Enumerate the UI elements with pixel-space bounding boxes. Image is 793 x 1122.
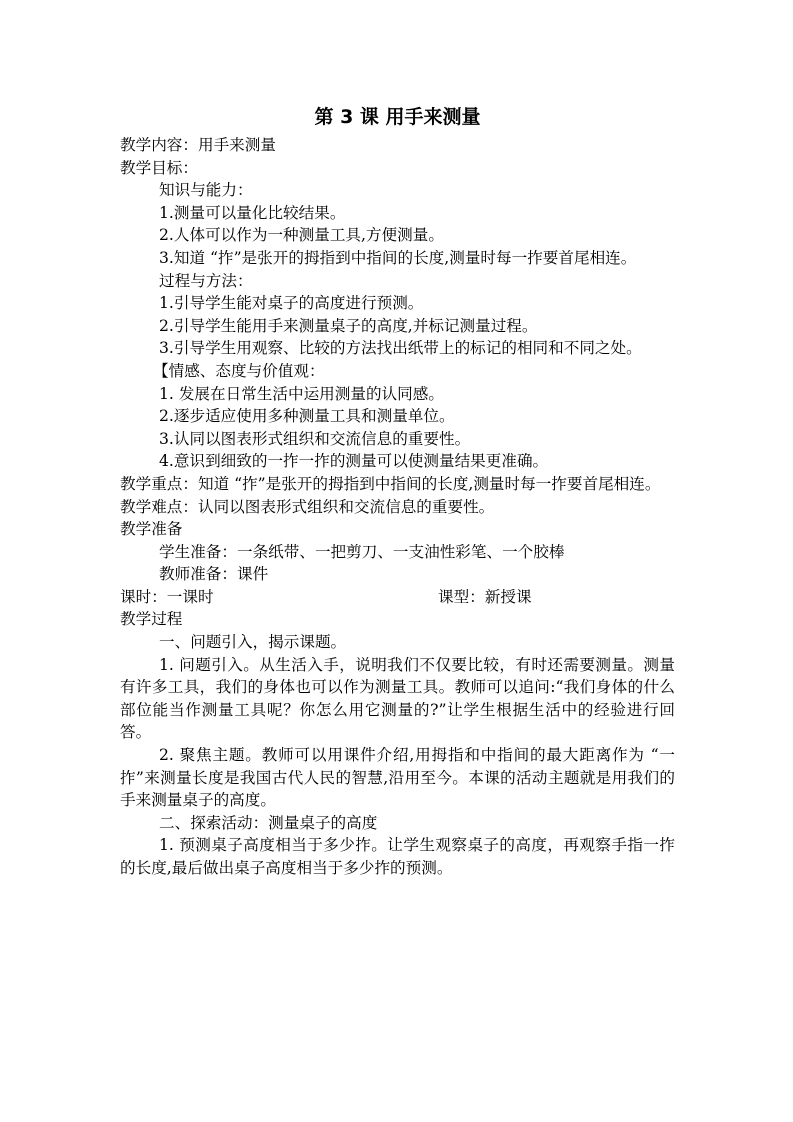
page-title: 第 3 课 用手来测量 — [314, 106, 481, 128]
teacher-preparation: 教师准备：课件 — [159, 565, 269, 584]
knowledge-item-1: 1.测量可以量化比较结果。 — [159, 203, 346, 222]
process-method-heading: 过程与方法： — [159, 271, 253, 290]
section-1-paragraph-2: 2. 聚焦主题。教师可以用课件介绍,用拇指和中指间的最大距离作为 “一拃”来测量长度是我国古代人民的智慧,沿用至今。本课的活动主题就是用我们的手来测量桌子的高度。 — [120, 746, 675, 810]
teaching-goals-heading: 教学目标： — [120, 158, 198, 177]
process-item-2: 2.引导学生能用手来测量桌子的高度,并标记测量过程。 — [159, 316, 538, 335]
student-preparation: 学生准备：一条纸带、一把剪刀、一支油性彩笔、一个胶棒 — [159, 542, 565, 561]
emotion-heading: 【情感、态度与价值观： — [153, 361, 325, 380]
preparation-heading: 教学准备 — [120, 520, 183, 539]
emotion-item-3: 3.认同以图表形式组织和交流信息的重要性。 — [159, 429, 471, 448]
section-2-paragraph-1: 1. 预测桌子高度相当于多少拃。让学生观察桌子的高度，再观察手指一拃的长度,最后做出桌子高度相当于多少拃的预测。 — [120, 836, 675, 877]
emotion-item-1: 1. 发展在日常生活中运用测量的认同感。 — [159, 384, 444, 403]
knowledge-item-3: 3.知道 “拃”是张开的拇指到中指间的长度,测量时每一拃要首尾相连。 — [159, 248, 637, 267]
section-1-paragraph-1: 1. 问题引入。从生活入手，说明我们不仅要比较，有时还需要测量。测量有许多工具，我们的身体也可以作为测量工具。教师可以追问:“我们身体的什么部位能当作测量工具呢？你怎么用它测量的?”让学生根据生活中的经验进行回答。 — [120, 655, 675, 742]
emotion-item-2: 2.逐步适应使用多种测量工具和测量单位。 — [159, 407, 455, 426]
key-point: 教学重点：知道 “拃”是张开的拇指到中指间的长度,测量时每一拃要首尾相连。 — [120, 474, 661, 493]
document-page — [120, 100, 675, 880]
knowledge-item-2: 2.人体可以作为一种测量工具,方便测量。 — [159, 226, 444, 245]
process-item-3: 3.引导学生用观察、比较的方法找出纸带上的标记的相同和不同之处。 — [159, 339, 642, 358]
process-item-1: 1.引导学生能对桌子的高度进行预测。 — [159, 294, 424, 313]
knowledge-heading: 知识与能力： — [159, 181, 253, 200]
difficulty: 教学难点：认同以图表形式组织和交流信息的重要性。 — [120, 497, 495, 516]
section-1-heading: 一、问题引入，揭示课题。 — [159, 633, 347, 652]
section-2-heading: 二、探索活动：测量桌子的高度 — [159, 813, 378, 832]
teaching-content: 教学内容：用手来测量 — [120, 136, 276, 154]
class-period: 课时：一课时 — [120, 587, 214, 606]
lesson-type: 课型：新授课 — [438, 587, 532, 606]
period-type-row — [120, 586, 675, 609]
teaching-process-heading: 教学过程 — [120, 610, 183, 629]
emotion-item-4: 4.意识到细致的一拃一拃的测量可以使测量结果更准确。 — [159, 452, 549, 471]
